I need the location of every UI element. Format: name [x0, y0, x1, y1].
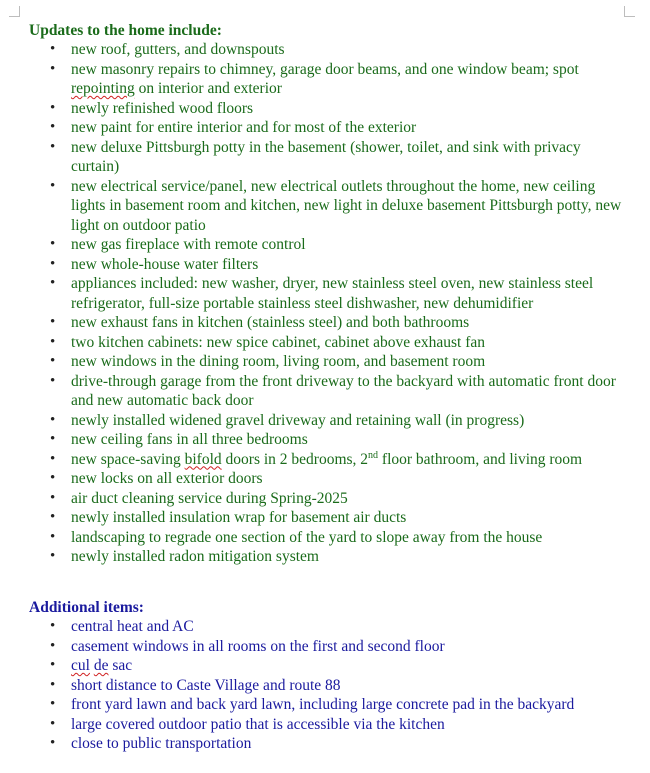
- list-item-text: casement windows in all rooms on the first and second floor: [71, 637, 445, 655]
- bullet-icon: •: [50, 411, 56, 428]
- additional-items-section: [29, 598, 639, 754]
- bullet-icon: •: [50, 314, 56, 330]
- list-item: [29, 177, 639, 236]
- list-item-text: appliances included: new washer, dryer, new stainless steel oven, new stainless steel refrigerator, full-size portable stainless steel dishwasher, new dehumidifier: [71, 275, 594, 312]
- list-item: [29, 313, 639, 333]
- section-heading: Updates to the home include:: [29, 22, 222, 39]
- list-item-text: new deluxe Pittsburgh potty in the basement (shower, toilet, and sink with privacy curtain): [71, 138, 581, 175]
- additional-items-list: [29, 617, 639, 754]
- list-item-text: new locks on all exterior doors: [71, 470, 263, 487]
- updates-list: [29, 40, 639, 567]
- list-item: [29, 99, 639, 119]
- list-item: [29, 352, 639, 372]
- list-item: [29, 430, 639, 450]
- list-item-text: cul de sac: [71, 657, 133, 674]
- list-item-text: new masonry repairs to chimney, garage door beams, and one window beam; spot repointing on interior and exterior: [71, 60, 579, 97]
- bullet-icon: •: [50, 333, 56, 350]
- list-item-text: large covered outdoor patio that is accessible via the kitchen: [71, 715, 445, 733]
- list-item-text: air duct cleaning service during Spring-2025: [71, 489, 348, 507]
- list-item: [29, 255, 639, 275]
- bullet-icon: •: [50, 60, 56, 77]
- list-item: [29, 333, 639, 353]
- bullet-icon: •: [50, 255, 56, 272]
- bullet-icon: •: [50, 548, 56, 564]
- bullet-icon: •: [50, 41, 56, 57]
- list-item-text: newly installed radon mitigation system: [71, 548, 319, 565]
- bullet-icon: •: [50, 618, 56, 634]
- list-item-text: new windows in the dining room, living room, and basement room: [71, 353, 486, 370]
- bullet-icon: •: [50, 715, 56, 732]
- page-corner-mark-top-right: [624, 6, 635, 17]
- page-corner-mark-top-left: [9, 6, 20, 17]
- list-item: [29, 118, 639, 138]
- bullet-icon: •: [50, 372, 56, 389]
- bullet-icon: •: [50, 99, 56, 116]
- updates-section: [29, 21, 639, 567]
- bullet-icon: •: [50, 236, 56, 252]
- list-item-text: newly installed widened gravel driveway and retaining wall (in progress): [71, 411, 525, 429]
- list-item-text: new space-saving bifold doors in 2 bedrooms, 2nd floor bathroom, and living room: [71, 449, 583, 468]
- bullet-icon: •: [50, 119, 56, 135]
- list-item-text: two kitchen cabinets: new spice cabinet, cabinet above exhaust fan: [71, 333, 486, 351]
- list-item: [29, 528, 639, 548]
- list-item: [29, 450, 639, 470]
- list-item: [29, 40, 639, 60]
- list-item: [29, 695, 639, 715]
- bullet-icon: •: [50, 353, 56, 369]
- list-item-text: new electrical service/panel, new electrical outlets throughout the home, new ceiling lights in basement room and kitchen, new light in deluxe basement Pittsburgh potty, new light on outdoor patio: [71, 177, 622, 234]
- bullet-icon: •: [50, 450, 56, 467]
- list-item-text: newly refinished wood floors: [71, 99, 254, 117]
- bullet-icon: •: [50, 470, 56, 486]
- list-item-text: short distance to Caste Village and route 88: [71, 676, 341, 694]
- list-item: [29, 411, 639, 431]
- list-item: [29, 274, 639, 313]
- list-item-text: new paint for entire interior and for most of the exterior: [71, 119, 417, 136]
- bullet-icon: •: [50, 138, 56, 155]
- list-item: [29, 235, 639, 255]
- bullet-icon: •: [50, 676, 56, 693]
- bullet-icon: •: [50, 275, 56, 291]
- bullet-icon: •: [50, 431, 56, 447]
- bullet-icon: •: [50, 637, 56, 654]
- bullet-icon: •: [50, 657, 56, 673]
- list-item: [29, 547, 639, 567]
- list-item: [29, 734, 639, 754]
- list-item: [29, 617, 639, 637]
- section-heading: Additional items:: [29, 599, 144, 616]
- list-item: [29, 489, 639, 509]
- bullet-icon: •: [50, 489, 56, 506]
- list-item: [29, 60, 639, 99]
- list-item: [29, 508, 639, 528]
- list-item-text: new ceiling fans in all three bedrooms: [71, 431, 308, 448]
- list-item: [29, 715, 639, 735]
- bullet-icon: •: [50, 509, 56, 525]
- list-item-text: landscaping to regrade one section of the yard to slope away from the house: [71, 528, 543, 546]
- list-item: [29, 656, 639, 676]
- list-item-text: drive-through garage from the front driveway to the backyard with automatic front door and new automatic back door: [71, 372, 616, 409]
- bullet-icon: •: [50, 528, 56, 545]
- list-item-text: new gas fireplace with remote control: [71, 236, 306, 253]
- list-item-text: central heat and AC: [71, 618, 194, 635]
- list-item: [29, 372, 639, 411]
- list-item-text: new roof, gutters, and downspouts: [71, 41, 285, 58]
- list-item-text: newly installed insulation wrap for basement air ducts: [71, 509, 407, 526]
- list-item-text: new whole-house water filters: [71, 255, 259, 273]
- list-item: [29, 469, 639, 489]
- bullet-icon: •: [50, 177, 56, 194]
- list-item-text: new exhaust fans in kitchen (stainless steel) and both bathrooms: [71, 314, 470, 331]
- list-item-text: front yard lawn and back yard lawn, including large concrete pad in the backyard: [71, 696, 575, 713]
- list-item: [29, 676, 639, 696]
- bullet-icon: •: [50, 735, 56, 751]
- list-item: [29, 637, 639, 657]
- list-item: [29, 138, 639, 177]
- list-item-text: close to public transportation: [71, 735, 252, 752]
- bullet-icon: •: [50, 696, 56, 712]
